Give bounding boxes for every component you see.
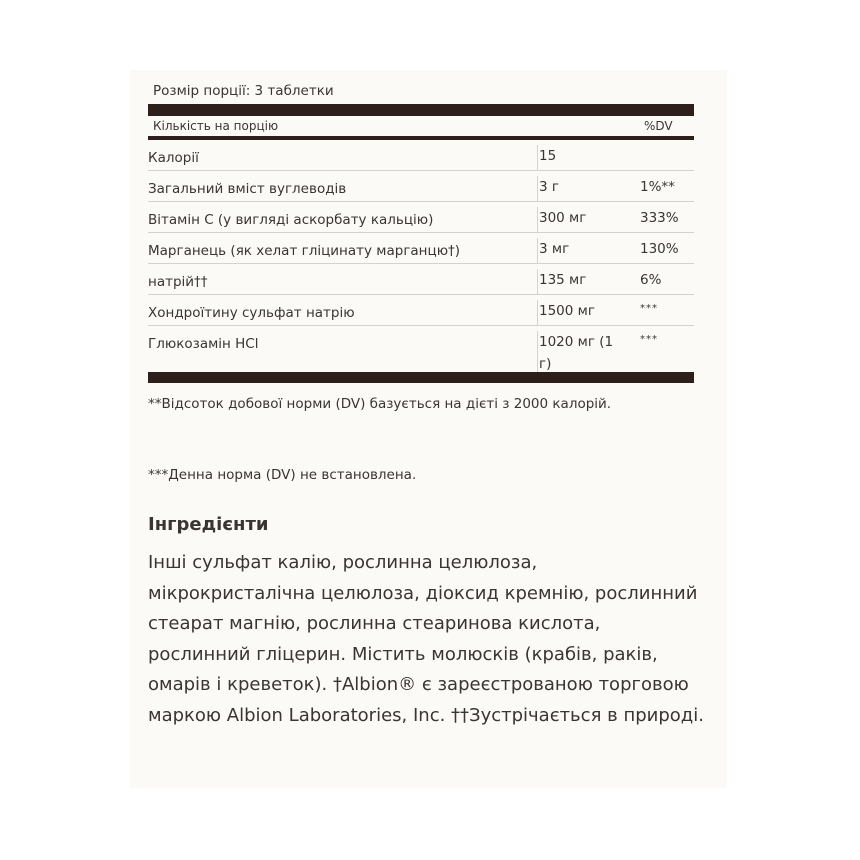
nutrient-dv: *** (640, 303, 658, 314)
nutrient-dv: *** (640, 334, 658, 345)
nutrient-dv: 333% (640, 210, 679, 226)
ingredients-title: Інгредієнти (148, 514, 269, 535)
nutrient-name: Хондроїтину сульфат натрію (148, 305, 355, 321)
nutrient-name: Загальний вміст вуглеводів (148, 181, 347, 197)
nutrient-dv: 130% (640, 241, 679, 257)
bottom-divider-bar (148, 372, 694, 383)
nutrient-name: Вітамін С (у вигляді аскорбату кальцію) (148, 212, 434, 228)
table-row (148, 171, 694, 202)
table-row (148, 233, 694, 264)
nutrient-name: натрій†† (148, 274, 208, 290)
table-row (148, 264, 694, 295)
table-row (148, 326, 694, 372)
nutrient-amount: 3 г (537, 176, 629, 201)
nutrient-amount: 300 мг (537, 207, 629, 232)
nutrient-name: Марганець (як хелат гліцинату марганцю†) (148, 243, 461, 259)
nutrient-amount: 1500 мг (537, 300, 629, 325)
nutrient-amount: 3 мг (537, 238, 629, 263)
amount-per-serving-header: Кількість на порцію (153, 119, 279, 133)
dv-header: %DV (644, 119, 673, 133)
nutrient-dv: 1%** (640, 179, 675, 195)
nutrient-amount: 15 (537, 145, 629, 170)
nutrient-amount: 1020 мг (1 г) (537, 331, 629, 372)
not-established-footnote: ***Денна норма (DV) не встановлена. (148, 467, 417, 483)
nutrient-name: Глюкозамін HCl (148, 336, 259, 352)
serving-size: Розмір порції: 3 таблетки (153, 83, 334, 99)
dv-footnote: **Відсоток добової норми (DV) базується на дієті з 2000 калорій. (148, 396, 612, 412)
top-divider-bar (148, 104, 694, 116)
ingredients-text: Інші сульфат калію, рослинна целюлоза, мікрокристалічна целюлоза, діоксид кремнію, рослинний стеарат магнію, рослинна стеаринова кислота, рослинний гліцерин. Містить молюсків (крабів, раків, омарів і креветок). †Albion® є зареєстрованою торговою маркою Albion Laboratories, Inc. ††Зустрічається в природі. (148, 552, 704, 726)
table-row (148, 295, 694, 326)
nutrient-name: Калорії (148, 150, 199, 166)
table-row (148, 202, 694, 233)
nutrient-amount: 135 мг (537, 269, 629, 294)
nutrient-dv: 6% (640, 272, 662, 288)
table-row (148, 140, 694, 171)
